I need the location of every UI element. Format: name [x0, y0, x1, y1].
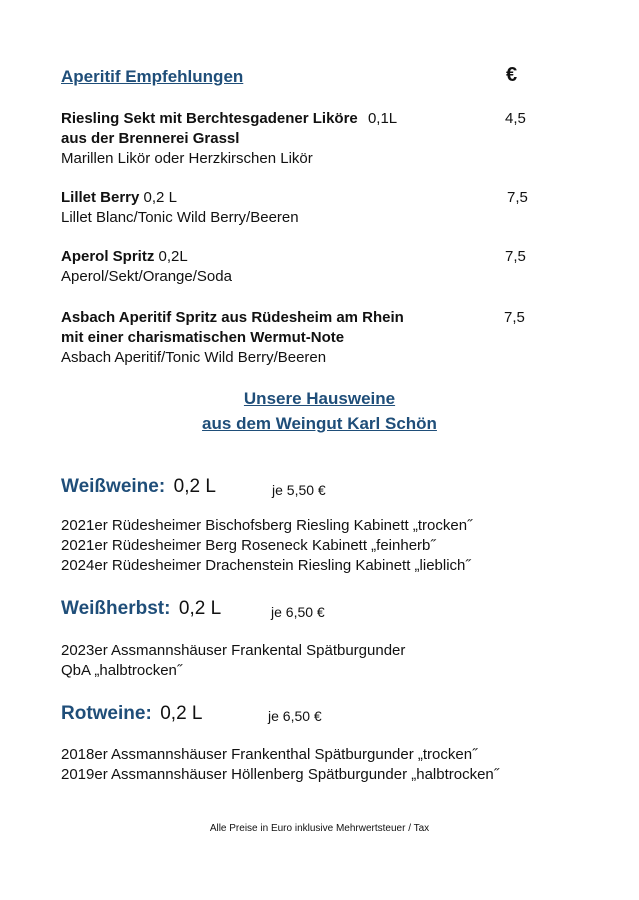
aperitif-name-line [61, 188, 177, 208]
aperitif-description: Lillet Blanc/Tonic Wild Berry/Beeren [61, 209, 299, 226]
category-price: je 6,50 € [271, 604, 325, 620]
aperitif-name: Lillet Berry [61, 189, 140, 206]
category-price: je 6,50 € [268, 708, 322, 724]
aperitif-name-line2: aus der Brennerei Grassl [61, 130, 240, 147]
category-size: 0,2 L [173, 476, 216, 497]
aperitif-price: 7,5 [507, 189, 528, 206]
aperitif-price: 7,5 [505, 248, 526, 265]
wine-item: 2024er Rüdesheimer Drachenstein Riesling Kabinett „lieblich˝ [61, 557, 471, 574]
category-header-rotweine [61, 703, 203, 725]
house-wines-title: Unsere Hausweine [243, 389, 396, 408]
wine-item: 2021er Rüdesheimer Bischofsberg Riesling Kabinett „trocken˝ [61, 517, 473, 534]
aperitif-price: 4,5 [505, 110, 526, 127]
aperitif-name-line [61, 247, 188, 267]
section-title-aperitif: Aperitif Empfehlungen [61, 67, 244, 86]
category-header-weissherbst [61, 598, 221, 620]
aperitif-size: 0,1L [367, 110, 398, 127]
aperitif-description: Aperol/Sekt/Orange/Soda [61, 268, 232, 285]
aperitif-name: Riesling Sekt mit Berchtesgadener Liköre [61, 110, 358, 127]
category-label: Weißherbst: [61, 598, 171, 619]
wine-item: 2018er Assmannshäuser Frankenthal Spätburgunder „trocken˝ [61, 746, 478, 763]
aperitif-size: 0,2 L [143, 189, 177, 206]
wine-item: 2021er Rüdesheimer Berg Roseneck Kabinett „feinherb˝ [61, 537, 436, 554]
category-header-weissweine [61, 476, 216, 498]
wine-item: QbA „halbtrocken˝ [61, 662, 182, 679]
aperitif-name-line2: mit einer charismatischen Wermut-Note [61, 329, 345, 346]
category-price: je 5,50 € [272, 482, 326, 498]
footer-note: Alle Preise in Euro inklusive Mehrwertsteuer / Tax [209, 823, 430, 834]
house-wines-subtitle: aus dem Weingut Karl Schön [202, 414, 437, 433]
currency-symbol: € [506, 64, 518, 86]
wine-item: 2023er Assmannshäuser Frankental Spätburgunder [61, 642, 406, 659]
aperitif-price: 7,5 [504, 309, 525, 326]
aperitif-size: 0,2L [158, 248, 188, 265]
aperitif-description: Marillen Likör oder Herzkirschen Likör [61, 150, 313, 167]
aperitif-name: Asbach Aperitif Spritz aus Rüdesheim am Rhein [61, 309, 404, 326]
category-size: 0,2 L [160, 703, 203, 724]
category-label: Weißweine: [61, 476, 166, 497]
category-label: Rotweine: [61, 703, 152, 724]
aperitif-description: Asbach Aperitif/Tonic Wild Berry/Beeren [61, 349, 327, 366]
aperitif-name: Aperol Spritz [61, 248, 155, 265]
category-size: 0,2 L [178, 598, 222, 619]
aperitif-name-line [61, 109, 397, 129]
wine-item: 2019er Assmannshäuser Höllenberg Spätburgunder „halbtrocken˝ [61, 766, 499, 783]
